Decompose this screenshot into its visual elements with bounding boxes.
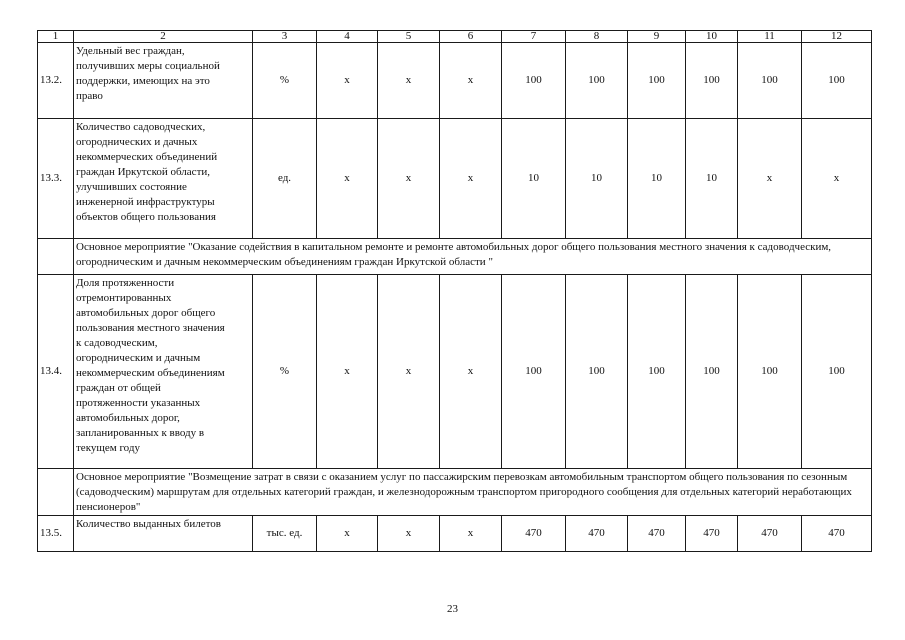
indicator-name-line: Количество садоводческих,: [76, 121, 206, 133]
indicator-name-line: огороднических и дачных: [76, 136, 198, 148]
value-cell: 10: [502, 119, 566, 239]
indicator-name-line: текущем году: [76, 442, 140, 454]
indicator-name-line: протяженности указанных: [76, 397, 201, 409]
header-cell: 2: [74, 31, 253, 43]
row-number: 13.4.: [38, 275, 74, 469]
value-cell: 10: [686, 119, 738, 239]
value-cell: 470: [686, 516, 738, 552]
row-number: 13.2.: [38, 43, 74, 119]
indicator-name: [74, 119, 253, 239]
header-cell: 12: [802, 31, 872, 43]
indicator-name-line: автомобильных дорог общего: [76, 307, 216, 319]
indicator-name-line: граждан Иркутской области,: [76, 166, 211, 178]
section-blank-cell: [38, 239, 74, 275]
value-cell: 470: [628, 516, 686, 552]
unit-cell: тыс. ед.: [253, 516, 317, 552]
value-cell: 100: [802, 275, 872, 469]
value-cell: 100: [686, 43, 738, 119]
indicator-name-line: Количество выданных билетов: [76, 518, 221, 530]
indicator-name-line: поддержки, имеющих на это: [76, 75, 210, 87]
page-number: 23: [447, 603, 458, 615]
indicator-table: [37, 30, 872, 552]
value-cell: 100: [502, 275, 566, 469]
header-cell: 1: [38, 31, 74, 43]
value-cell: x: [738, 119, 802, 239]
value-cell: x: [440, 43, 502, 119]
header-cell: 8: [566, 31, 628, 43]
section-blank-cell: [38, 469, 74, 516]
table-row: [38, 119, 872, 239]
indicator-name-line: Удельный вес граждан,: [76, 45, 185, 57]
value-cell: x: [440, 516, 502, 552]
value-cell: x: [378, 43, 440, 119]
value-cell: x: [378, 119, 440, 239]
value-cell: 470: [566, 516, 628, 552]
indicator-name-line: улучшивших состояние: [76, 181, 187, 193]
section-row: [38, 239, 872, 275]
section-row: [38, 469, 872, 516]
unit-cell: ед.: [253, 119, 317, 239]
table-row: [38, 516, 872, 552]
value-cell: 100: [738, 43, 802, 119]
row-number: 13.5.: [38, 516, 74, 552]
value-cell: x: [317, 43, 378, 119]
value-cell: x: [317, 275, 378, 469]
header-cell: 4: [317, 31, 378, 43]
value-cell: x: [440, 119, 502, 239]
indicator-name-line: инженерной инфраструктуры: [76, 196, 215, 208]
value-cell: 470: [738, 516, 802, 552]
indicator-name: [74, 275, 253, 469]
value-cell: x: [440, 275, 502, 469]
value-cell: 100: [628, 275, 686, 469]
section-title: Основное мероприятие "Возмещение затрат в связи с оказанием услуг по пассажирским перевозкам автомобильным транспортом общего пользования по сезонным (садоводческим) маршрутам для отдельных категорий граждан, и железнодорожным транспортом пригородного сообщения для отдельных категорий неработающих пенсионеров": [74, 469, 872, 516]
indicator-name-line: пользования местного значения: [76, 322, 225, 334]
value-cell: x: [378, 516, 440, 552]
value-cell: 470: [502, 516, 566, 552]
value-cell: x: [317, 119, 378, 239]
value-cell: 100: [566, 43, 628, 119]
header-cell: 7: [502, 31, 566, 43]
header-cell: 6: [440, 31, 502, 43]
header-cell: 5: [378, 31, 440, 43]
indicator-name-line: объектов общего пользования: [76, 211, 216, 223]
indicator-name: [74, 516, 253, 552]
table-row: [38, 43, 872, 119]
indicator-name-line: к садоводческим,: [76, 337, 158, 349]
header-cell: 10: [686, 31, 738, 43]
indicator-name-line: автомобильных дорог,: [76, 412, 180, 424]
value-cell: 100: [686, 275, 738, 469]
value-cell: 10: [628, 119, 686, 239]
header-row: [38, 31, 872, 43]
indicator-name-line: Доля протяженности: [76, 277, 175, 289]
indicator-name-line: право: [76, 90, 103, 102]
value-cell: 100: [628, 43, 686, 119]
indicator-name-line: отремонтированных: [76, 292, 172, 304]
value-cell: 10: [566, 119, 628, 239]
indicator-name-line: огородническим и дачным: [76, 352, 201, 364]
unit-cell: %: [253, 275, 317, 469]
header-cell: 9: [628, 31, 686, 43]
row-number: 13.3.: [38, 119, 74, 239]
section-title: Основное мероприятие "Оказание содействия в капитальном ремонте и ремонте автомобильных дорог общего пользования местного значения к садоводческим, огородническим и дачным некоммерческим объединениям граждан Иркутской области ": [74, 239, 872, 275]
value-cell: 100: [738, 275, 802, 469]
value-cell: x: [802, 119, 872, 239]
indicator-name-line: некоммерческим объединениям: [76, 367, 225, 379]
value-cell: x: [317, 516, 378, 552]
indicator-name-line: некоммерческих объединений: [76, 151, 218, 163]
header-cell: 3: [253, 31, 317, 43]
value-cell: x: [378, 275, 440, 469]
indicator-name-line: запланированных к вводу в: [76, 427, 205, 439]
value-cell: 100: [502, 43, 566, 119]
table-row: [38, 275, 872, 469]
indicator-name-line: граждан от общей: [76, 382, 161, 394]
value-cell: 470: [802, 516, 872, 552]
value-cell: 100: [802, 43, 872, 119]
value-cell: 100: [566, 275, 628, 469]
indicator-name-line: получивших меры социальной: [76, 60, 220, 72]
header-cell: 11: [738, 31, 802, 43]
unit-cell: %: [253, 43, 317, 119]
indicator-name: [74, 43, 253, 119]
